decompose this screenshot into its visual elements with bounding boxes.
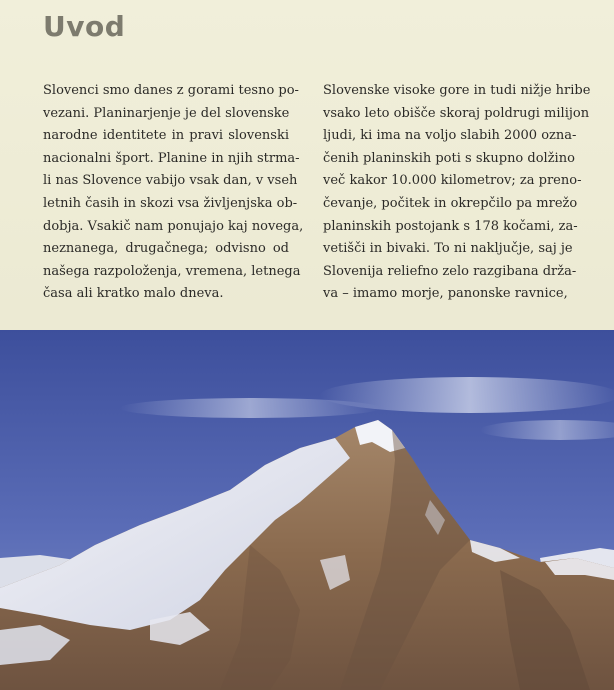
text-column-left xyxy=(43,80,304,306)
paragraph-line: več kakor 10.000 kilometrov; za preno- xyxy=(323,173,582,189)
paragraph-line: li nas Slovence vabijo vsak dan, v vseh xyxy=(43,173,298,189)
paragraph-line: čevanje, počitek in okrepčilo pa mrežo xyxy=(323,195,578,211)
paragraph-line: planinskih postojank s 178 kočami, za- xyxy=(323,218,578,234)
paragraph-line: ljudi, ki ima na voljo slabih 2000 ozna- xyxy=(323,128,577,144)
page-heading: Uvod xyxy=(43,10,126,43)
paragraph-line: nacionalni šport. Planine in njih strma- xyxy=(43,150,300,166)
paragraph-line: Slovenske visoke gore in tudi nižje hribe xyxy=(323,83,591,98)
paragraph-line: va – imamo morje, panonske ravnice, xyxy=(323,286,568,302)
paragraph-line: vezani. Planinarjenje je del slovenske xyxy=(43,105,290,121)
paragraph-line: letnih časih in skozi vsa življenjska ob- xyxy=(43,195,298,211)
paragraph-line: neznanega, drugačnega; odvisno od xyxy=(43,241,289,257)
paragraph-line: narodne identitete in pravi slovenski xyxy=(43,128,289,144)
paragraph-line: čenih planinskih poti s skupno dolžino xyxy=(323,150,575,166)
paragraph-line: našega razpoloženja, vremena, letnega xyxy=(43,263,301,279)
mountain-photo xyxy=(0,330,614,690)
paragraph-line: vsako leto obišče skoraj poldrugi milijon xyxy=(323,105,590,121)
paragraph-line: vetišči in bivaki. To ni naključje, saj je xyxy=(323,241,573,257)
paragraph-line: dobja. Vsakič nam ponujajo kaj novega, xyxy=(43,218,304,234)
paragraph-line: časa ali kratko malo dneva. xyxy=(43,286,224,302)
text-column-right xyxy=(323,80,591,306)
paragraph-line: Slovenci smo danes z gorami tesno po- xyxy=(43,83,299,98)
cloud xyxy=(120,398,380,418)
paragraph-line: Slovenija reliefno zelo razgibana drža- xyxy=(323,263,577,279)
